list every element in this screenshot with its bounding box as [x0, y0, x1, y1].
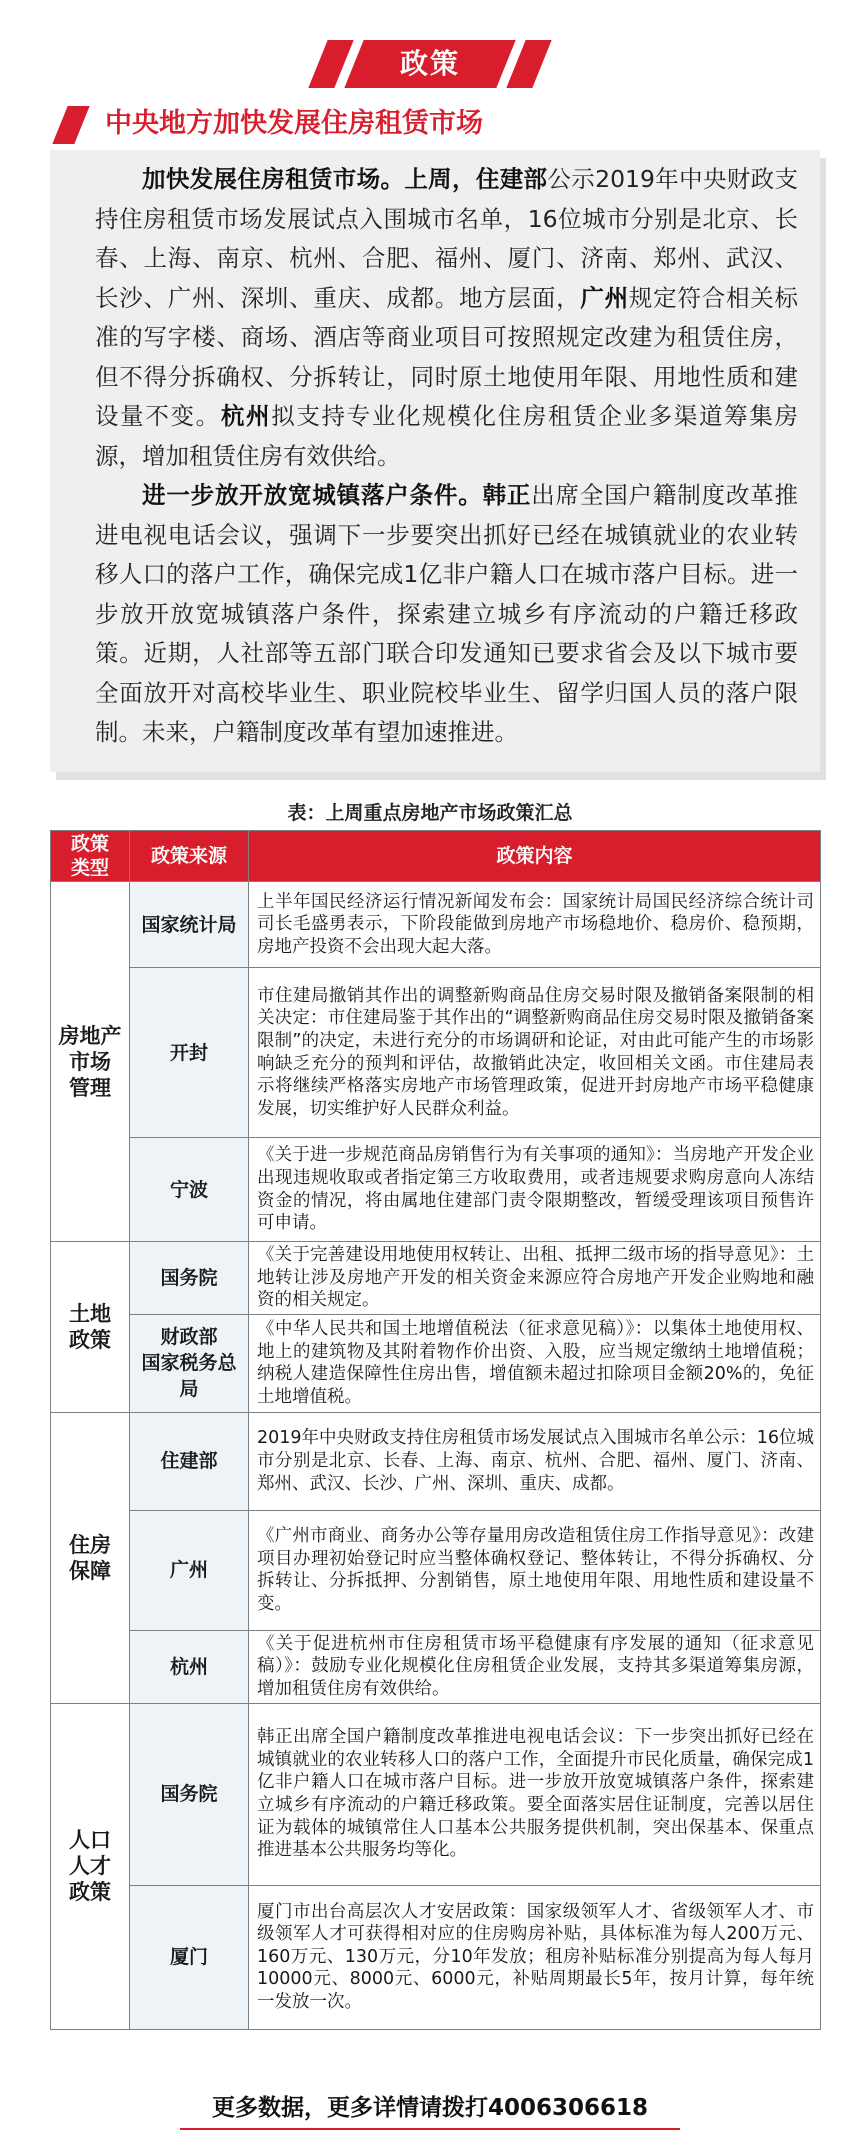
policy-source-cell: 国家统计局 [130, 882, 249, 968]
article-emphasis: 杭州 [220, 402, 272, 430]
footer-divider [180, 2128, 680, 2130]
table-row [51, 1885, 821, 2029]
policy-table [50, 830, 821, 2030]
header-policy-type: 政策 类型 [51, 831, 130, 882]
table-row [51, 1703, 821, 1885]
article-paragraph-2 [95, 476, 798, 753]
top-banner [0, 40, 860, 88]
policy-category-cell: 土地 政策 [51, 1242, 130, 1413]
policy-content-cell: 《关于进一步规范商品房销售行为有关事项的通知》：当房地产开发企业出现违规收取或者指定第三方收取费用，或者违规要求购房意向人冻结资金的情况，将由属地住建部门责令限期整改，暂缓受理该项目预售许可申请。 [249, 1138, 821, 1242]
policy-content-cell: 韩正出席全国户籍制度改革推进电视电话会议：下一步突出抓好已经在城镇就业的农业转移人口的落户工作，全面提升市民化质量，确保完成1亿非户籍人口在城市落户目标。进一步放开放宽城镇落户条件，探索建立城乡有序流动的户籍迁移政策。要全面落实居住证制度，完善以居住证为载体的城镇常住人口基本公共服务提供机制，突出保基本、保重点推进基本公共服务均等化。 [249, 1703, 821, 1885]
policy-content-cell: 上半年国民经济运行情况新闻发布会：国家统计局国民经济综合统计司司长毛盛勇表示，下阶段能做到房地产市场稳地价、稳房价、稳预期，房地产投资不会出现大起大落。 [249, 882, 821, 968]
article-text: 出席全国户籍制度改革推进电视电话会议，强调下一步要突出抓好已经在城镇就业的农业转移人口的落户工作，确保完成1亿非户籍人口在城市落户目标。进一步放开放宽城镇落户条件，探索建立城乡有序流动的户籍迁移政策。近期，人社部等五部门联合印发通知已要求省会及以下城市要全面放开对高校毕业生、职业院校毕业生、留学归国人员的落户限制。未来，户籍制度改革有望加速推进。 [95, 481, 799, 746]
policy-source-cell: 国务院 [130, 1703, 249, 1885]
section-marker [52, 106, 89, 144]
table-row [51, 1630, 821, 1703]
article-text: 拟支持专业化规模化住房租赁企业多渠道筹集房源，增加租赁住房有效供给。 [95, 402, 799, 470]
article-emphasis: 广州 [580, 283, 629, 312]
policy-source-cell: 财政部 国家税务总 局 [130, 1314, 249, 1412]
header-policy-source: 政策来源 [130, 831, 249, 882]
policy-source-cell: 杭州 [130, 1630, 249, 1703]
table-row [51, 968, 821, 1138]
article-emphasis: 加快发展住房租赁市场。上周，住建部 [142, 165, 548, 193]
table-row [51, 1510, 821, 1630]
policy-content-cell: 《关于完善建设用地使用权转让、出租、抵押二级市场的指导意见》：土地转让涉及房地产开发的相关资金来源应符合房地产开发企业购地和融资的相关规定。 [249, 1242, 821, 1315]
policy-content-cell: 《中华人民共和国土地增值税法（征求意见稿）》：以集体土地使用权、地上的建筑物及其附着物作价出资、入股，应当规定缴纳土地增值税；纳税人建造保障性住房出售，增值额未超过扣除项目金额20%的，免征土地增值税。 [249, 1314, 821, 1412]
article-box [50, 150, 820, 772]
table-row [51, 1138, 821, 1242]
policy-content-cell: 《广州市商业、商务办公等存量用房改造租赁住房工作指导意见》：改建项目办理初始登记时应当整体确权登记、整体转让，不得分拆确权、分拆转让、分拆抵押、分割销售，原土地使用年限、用地性质和建设量不变。 [249, 1510, 821, 1630]
policy-source-cell: 开封 [130, 968, 249, 1138]
policy-source-cell: 厦门 [130, 1885, 249, 2029]
policy-content-cell: 市住建局撤销其作出的调整新购商品住房交易时限及撤销备案限制的相关决定：市住建局鉴于其作出的“调整新购商品住房交易时限及撤销备案限制”的决定，未进行充分的市场调研和论证，对由此可能产生的市场影响缺乏充分的预判和评估，故撤销此决定，收回相关文函。市住建局表示将继续严格落实房地产市场管理政策，促进开封房地产市场平稳健康发展，切实维护好人民群众利益。 [249, 968, 821, 1138]
policy-category-cell: 住房 保障 [51, 1412, 130, 1703]
table-row [51, 882, 821, 968]
policy-content-cell: 厦门市出台高层次人才安居政策：国家级领军人才、省级领军人才、市级领军人才可获得相对应的住房购房补贴，具体标准为每人200万元、160万元、130万元，分10年发放；租房补贴标准分别提高为每人每月10000元、8000元、6000元，补贴周期最长5年，按月计算，每年统一发放一次。 [249, 1885, 821, 2029]
policy-source-cell: 宁波 [130, 1138, 249, 1242]
section-header [50, 102, 820, 146]
policy-source-cell: 广州 [130, 1510, 249, 1630]
table-row [51, 1412, 821, 1510]
table-row [51, 1242, 821, 1315]
banner-stripe-right [506, 40, 551, 88]
header-policy-content: 政策内容 [249, 831, 821, 882]
policy-content-cell: 《关于促进杭州市住房租赁市场平稳健康有序发展的通知（征求意见稿）》：鼓励专业化规模化住房租赁企业发展，支持其多渠道筹集房源，增加租赁住房有效供给。 [249, 1630, 821, 1703]
article-emphasis: 进一步放开放宽城镇落户条件。韩正 [142, 481, 532, 509]
section-title: 中央地方加快发展住房租赁市场 [105, 108, 483, 139]
table-caption: 表：上周重点房地产市场政策汇总 [287, 802, 573, 824]
article-text: 公示2019年中央财政支持住房租赁市场发展试点入围城市名单，16位城市分别是北京、长春、上海、南京、杭州、合肥、福州、厦门、济南、郑州、武汉、长沙、广州、深圳、重庆、成都。地方层面， [95, 165, 799, 312]
policy-source-cell: 国务院 [130, 1242, 249, 1315]
banner-title: 政策 [399, 47, 460, 80]
policy-source-cell: 住建部 [130, 1412, 249, 1510]
policy-category-cell: 人口 人才 政策 [51, 1703, 130, 2029]
footer-contact: 更多数据，更多详情请拨打4006306618 [211, 2095, 649, 2121]
table-header-row [51, 831, 821, 882]
policy-category-cell: 房地产 市场 管理 [51, 882, 130, 1242]
article-paragraph-1 [95, 160, 798, 476]
article-text: 规定符合相关标准的写字楼、商场、酒店等商业项目可按照规定改建为租赁住房，但不得分拆确权、分拆转让，同时原土地使用年限、用地性质和建设量不变。 [95, 283, 799, 430]
policy-content-cell: 2019年中央财政支持住房租赁市场发展试点入围城市名单公示：16位城市分别是北京、长春、上海、南京、杭州、合肥、福州、厦门、济南、郑州、武汉、长沙、广州、深圳、重庆、成都。 [249, 1412, 821, 1510]
table-row [51, 1314, 821, 1412]
